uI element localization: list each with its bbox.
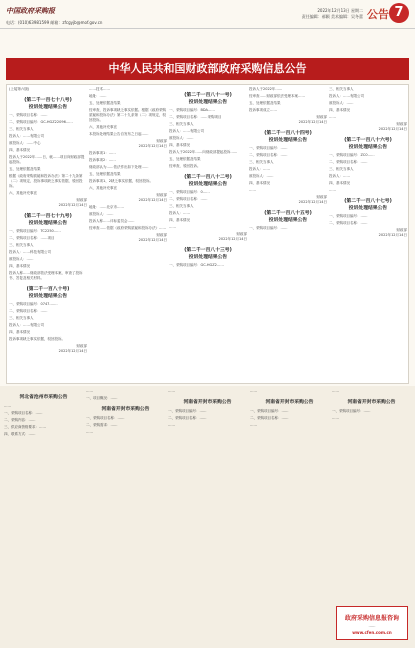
notice-paragraph: 二、采购项目名称：……采购项目 [169, 115, 222, 119]
masthead: 中国政府采购报 [6, 6, 55, 15]
notice-title: 河北省沧州市采购公告 [19, 395, 68, 400]
notice-title: (第二千一百八十六号) 投诉处理结果公告 [344, 138, 392, 150]
notice-paragraph: 投诉人：……有限公司 [9, 323, 44, 327]
notice-paragraph: 二、采购内容：…… [4, 417, 36, 422]
column-5 [329, 87, 407, 379]
notice-signature: 财政部 2022年12月14日 [58, 198, 87, 207]
contact-line: 电话：(010)63981599 邮箱：zfcgyjb@mof.gov.cn [6, 20, 103, 25]
notice-paragraph: …… [332, 415, 339, 420]
notice-paragraph: 一、采购项目编号：GC-HGZ2…… [169, 263, 224, 267]
notice-paragraph: …… [4, 403, 11, 408]
notice-paragraph: 二、采购项目名称：……项目 [9, 236, 55, 240]
notice-paragraph: 投诉事项2：…… [89, 158, 116, 162]
ad-subtitle: …… [368, 624, 376, 628]
notice-paragraph: 投诉事项1、2缺乏事实依据，驳回投诉。 [89, 179, 153, 183]
notice-paragraph: 被投诉人：…… [249, 174, 274, 178]
notice-title: (第二千一百八十一号) 投诉处理结果公告 [184, 93, 232, 105]
notice-paragraph: 投诉人于2022年……日，就……项目向财政部提起投诉。 [9, 155, 85, 164]
notice-paragraph: 一、采购项目名称：…… [4, 410, 43, 415]
notice-paragraph: 五、处理依据及结果 [169, 157, 201, 161]
page-number-badge: 7 [389, 3, 409, 23]
notice-paragraph: 一、项目概况：…… [86, 396, 118, 400]
notice-title: 河南省开封市采购公告 [101, 407, 150, 412]
notice-title: (第二千一百八十二号) 投诉处理结果公告 [184, 175, 232, 187]
notice-paragraph: 五、处理依据及结果 [89, 172, 121, 176]
section-title: 公告 [367, 8, 389, 21]
notice-paragraph: …… [250, 389, 257, 393]
column-3 [169, 87, 247, 379]
notice-signature: 财政部 2022年12月14日 [218, 232, 247, 241]
notice-paragraph: 一、采购项目名称：…… [9, 113, 48, 117]
notice-paragraph: (上接第六版) [9, 87, 30, 91]
column-2 [86, 389, 165, 645]
notice-paragraph: …… [249, 188, 256, 192]
notice-paragraph: 二、采购项目名称：…… [329, 160, 368, 164]
issue-date: 2022年12月13日 星期二 [317, 8, 363, 13]
notice-signature: 财政部 2022年12月14日 [138, 233, 167, 242]
notice-title: 河南省开封市采购公告 [183, 400, 232, 405]
notice-paragraph: 三、相关当事人 [329, 167, 354, 171]
notice-paragraph: 一、采购项目编号：0747-…… [9, 302, 58, 306]
notice-paragraph: 三、相关当事人 [169, 204, 194, 208]
notice-paragraph: 四、基本情况 [329, 108, 350, 112]
notice-paragraph: 二、采购需求：…… [86, 422, 118, 427]
notice-paragraph: 六、其他补充事宜 [89, 186, 117, 190]
notice-paragraph: …… [332, 389, 339, 393]
notice-paragraph: 三、相关当事人 [169, 122, 194, 126]
notice-paragraph: 一、采购项目编号：0…… [169, 190, 210, 194]
notice-paragraph: …… [168, 422, 175, 427]
notice-paragraph: 三、相关当事人 [249, 160, 274, 164]
notice-paragraph: 六、其他补充事宜 [9, 191, 37, 195]
ad-url[interactable]: www.cfen.com.cn [352, 630, 392, 635]
notice-paragraph: ……技术…… [89, 87, 110, 91]
notice-paragraph: 投诉人：……科技有限公司 [9, 250, 51, 254]
notice-paragraph: 四、基本情况 [249, 181, 270, 185]
notice-paragraph: 一、采购项目编号：BDA…… [169, 108, 215, 112]
header-divider [0, 28, 415, 29]
column-1 [9, 87, 87, 379]
notice-paragraph: 投诉人于2022年…… [249, 87, 283, 91]
column-4 [250, 389, 329, 645]
notice-signature: 财政部 2022年12月14日 [138, 193, 167, 202]
notice-paragraph: 五、处理依据及结果 [249, 101, 281, 105]
notice-paragraph: 四、基本情况 [9, 264, 30, 268]
notice-paragraph: 投诉人：……有限公司 [329, 94, 364, 98]
notice-signature: 财政部 2022年12月14日 [378, 228, 407, 237]
notice-paragraph: 经审查，驳回投诉。 [169, 164, 201, 168]
notice-paragraph: 二、采购项目名称：…… [249, 153, 288, 157]
notice-title: (第二千一百八十号) 投诉处理结果公告 [26, 287, 70, 299]
notice-paragraph: 五、处理依据及结果 [89, 101, 121, 105]
dateline [302, 8, 363, 20]
notice-paragraph: 四、基本情况 [9, 330, 30, 334]
notice-paragraph: 财政部认为……依法作出如下处理…… [89, 165, 149, 169]
notice-signature: 财政部 2022年12月14日 [58, 344, 87, 353]
notice-paragraph: …… [169, 225, 176, 229]
notice-paragraph: 二、采购项目编号：GC-HGZ22096…… [9, 120, 73, 124]
notice-title: (第二千一百八十五号) 投诉处理结果公告 [264, 211, 312, 223]
notice-paragraph: 地址：……北京市…… [89, 205, 124, 209]
notice-paragraph: 被投诉人：…… [9, 257, 34, 261]
notice-paragraph: 五、处理依据及结果 [9, 167, 41, 171]
notice-title: (第二千一百八十七号) 投诉处理结果公告 [344, 199, 392, 211]
notice-paragraph: …… [86, 429, 93, 434]
notice-paragraph: 四、基本情况 [169, 143, 190, 147]
notice-paragraph: 一、采购项目编号：ZC0…… [329, 153, 375, 157]
column-1 [4, 389, 83, 645]
notice-paragraph: 被投诉人：…… [89, 212, 114, 216]
notice-paragraph: 投诉事项1：…… [89, 151, 116, 155]
notice-paragraph: 二、采购项目名称：…… [168, 415, 207, 420]
notice-paragraph: 一、采购项目编号：…… [249, 226, 288, 230]
notice-paragraph: 投诉人：……有限公司 [9, 134, 44, 138]
notice-paragraph: 三、供应商资格要求：…… [4, 424, 46, 429]
notice-paragraph: 经审查，投诉事项缺乏事实依据。根据《政府采购质疑和投诉办法》第二十九条第（二）项规定，驳回投诉。 [89, 108, 166, 122]
notice-paragraph: 二、采购项目名称：…… [329, 221, 368, 225]
notice-signature: 财政部 2022年12月14日 [378, 122, 407, 131]
ad-title: 政府采购信息报咨询 [344, 615, 399, 622]
notice-paragraph: 被投诉人：……中心 [9, 141, 41, 145]
notice-paragraph: 四、基本情况 [329, 181, 350, 185]
notice-paragraph: 被投诉人：…… [329, 101, 354, 105]
notice-title: (第二千一百七十八号) 投诉处理结果公告 [24, 98, 72, 110]
notice-paragraph: 四、基本情况 [169, 218, 190, 222]
page-header [0, 0, 415, 44]
notice-paragraph: 投诉人称……财政部依法受理本案，审查了投诉书、答复及相关材料。 [9, 271, 83, 280]
notice-title: 河南省开封市采购公告 [347, 400, 396, 405]
notice-signature: 财政部 2022年12月14日 [138, 139, 167, 148]
notice-paragraph: 经审查……依据《政府采购质疑和投诉办法》…… [89, 226, 166, 230]
notice-paragraph: 一、采购项目编号：…… [168, 408, 207, 413]
notice-paragraph: 经审查……财政部依法受理本案…… [249, 94, 305, 98]
notice-paragraph: 三、相关当事人 [9, 316, 34, 320]
column-5 [332, 389, 411, 645]
column-2 [89, 87, 167, 379]
notice-paragraph: 三、相关当事人 [329, 87, 354, 91]
notice-paragraph: 投诉人：…… [169, 211, 190, 215]
notice-paragraph: 地址：…… [89, 94, 107, 98]
notice-signature: 财政部 2022年12月14日 [298, 195, 327, 204]
notice-paragraph: 一、采购项目编号：TC2250…… [9, 229, 61, 233]
notice-paragraph: 三、相关当事人 [9, 127, 34, 131]
column-4 [249, 87, 327, 379]
notice-signature: 财政部 2022年12月14日 [298, 115, 327, 124]
notice-paragraph: …… [250, 422, 257, 427]
notice-title: (第二千一百八十四号) 投诉处理结果公告 [264, 131, 312, 143]
notice-title: 河南省开封市采购公告 [265, 400, 314, 405]
notice-paragraph: 二、采购项目名称：…… [250, 415, 289, 420]
notice-paragraph: 六、其他补充事宜 [89, 125, 117, 129]
notices-panel [6, 84, 409, 384]
notice-paragraph: 投诉人于2022年……向财政部提起投诉…… [169, 150, 238, 154]
notice-paragraph: 投诉人：……有限公司 [169, 129, 204, 133]
notice-paragraph: …… [168, 389, 175, 393]
notice-paragraph: 一、采购项目编号：…… [329, 214, 368, 218]
column-3 [168, 389, 247, 645]
notice-paragraph: 四、联系方式：…… [4, 431, 36, 436]
notice-paragraph: 投诉事项缺乏事实依据，驳回投诉。 [9, 337, 65, 341]
editor-credits: 责任编辑：郝颖 美术编辑：吴冬蕾 [301, 14, 363, 19]
notice-paragraph: 三、相关当事人 [9, 243, 34, 247]
notice-paragraph: 二、采购项目名称：…… [169, 197, 208, 201]
notice-paragraph: …… [86, 389, 93, 393]
notice-paragraph: 一、采购项目编号：…… [250, 408, 289, 413]
main-banner: 中华人民共和国财政部政府采购信息公告 [6, 58, 409, 80]
notice-paragraph: 投诉事项成立…… [249, 108, 277, 112]
notice-paragraph: 一、采购项目名称：…… [86, 415, 125, 420]
notice-paragraph: 四、基本情况 [9, 148, 30, 152]
notice-paragraph: …… [329, 115, 336, 119]
notice-paragraph: 投诉人：…… [249, 167, 270, 171]
notice-paragraph: 二、采购项目名称：…… [9, 309, 48, 313]
notice-paragraph: 投诉人称……评标委员会…… [89, 219, 135, 223]
notice-paragraph: 投诉人：…… [329, 174, 350, 178]
notice-title: (第二千一百七十九号) 投诉处理结果公告 [24, 214, 72, 226]
notice-paragraph: …… [329, 188, 336, 192]
notice-paragraph: 一、采购项目编号：…… [249, 146, 288, 150]
notice-paragraph: 本投诉处理结果公告自发布之日起…… [89, 132, 149, 136]
notice-title: (第二千一百八十三号) 投诉处理结果公告 [184, 248, 232, 260]
notice-paragraph: 被投诉人：…… [169, 136, 194, 140]
procurement-notices-section [0, 386, 415, 648]
notice-paragraph: 根据《政府采购质疑和投诉办法》第二十九条第（二）项规定，投诉事项缺乏事实依据，驳回投诉。 [9, 174, 83, 188]
notice-paragraph: 一、采购项目编号：…… [332, 408, 371, 413]
